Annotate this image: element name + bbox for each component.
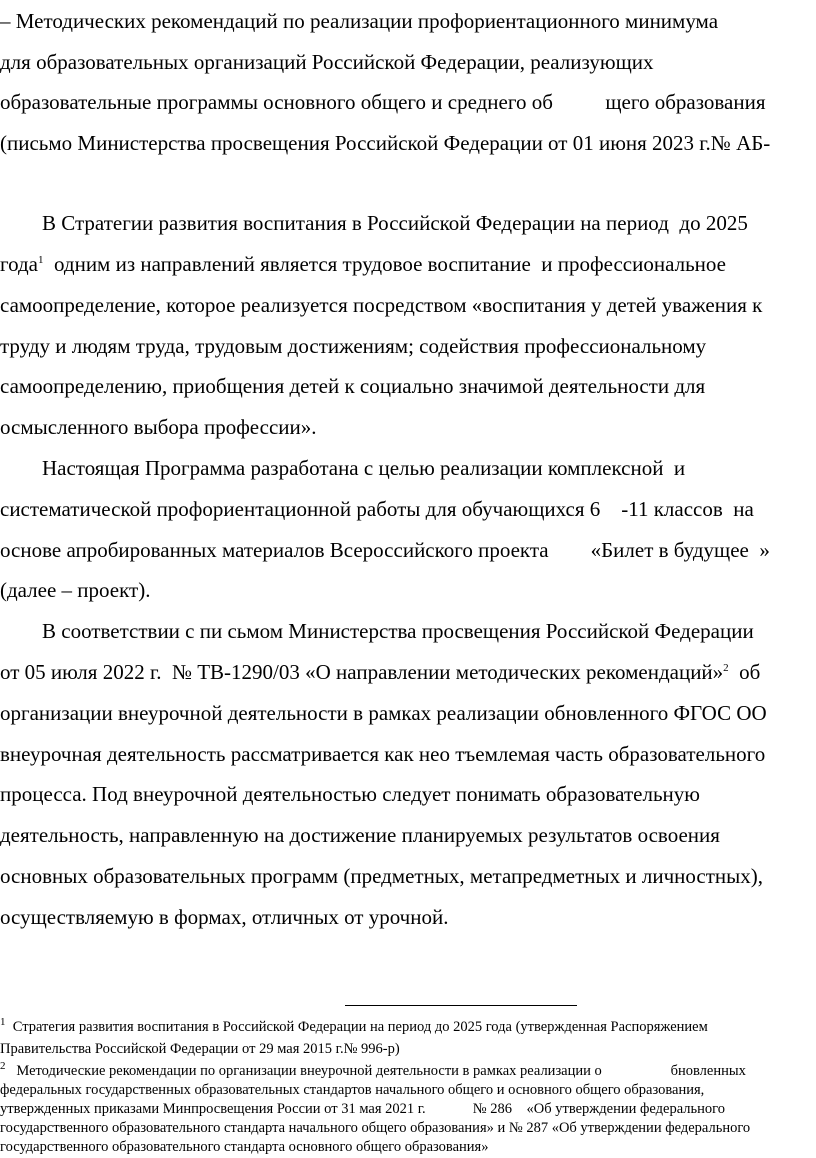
p3-line-2-text-b: об [728, 660, 761, 684]
p3-line-2 [0, 659, 760, 685]
footnote-2-number: 2 [0, 1060, 6, 1073]
footnote-2-line-5: государственного образовательного стандарта основного общего образования» [0, 1139, 489, 1155]
p3-line-2-text-a: от 05 июля 2022 г. № ТВ-1290/03 «О направлении методических рекомендаций» [0, 660, 724, 684]
p1-line-3: самоопределение, которое реализуется посредством «воспитания у детей уважения к [0, 293, 763, 317]
footnote-2-text: Методические рекомендации по организации внеурочной деятельности в рамках реализации о бновленных [5, 1063, 746, 1079]
intro-line-2: для образовательных организаций Российской Федерации, реализующих [0, 50, 654, 74]
p3-line-5: процесса. Под внеурочной деятельностью следует понимать образовательную [0, 782, 700, 806]
p1-line-2-text-b: одним из направлений является трудовое воспитание и профессиональное [43, 252, 726, 276]
footnote-ref-2: 2 [723, 662, 729, 674]
p3-line-3: организации внеурочной деятельности в рамках реализации обновленного ФГОС ОО [0, 701, 767, 725]
footnote-2-line-2: федеральных государственных образовательных стандартов начального общего и основного общего образования, [0, 1082, 705, 1098]
footnote-1-line-1 [0, 1018, 708, 1036]
footnote-2-line-1 [0, 1062, 746, 1080]
p2-line-1: Настоящая Программа разработана с целью реализации комплексной и [0, 456, 686, 480]
p3-line-7: основных образовательных программ (предметных, метапредметных и личностных), [0, 864, 763, 888]
intro-line-3: образовательные программы основного общего и среднего об щего образования [0, 90, 766, 114]
p1-line-6: осмысленного выбора профессии». [0, 415, 317, 439]
intro-line-4: (письмо Министерства просвещения Российской Федерации от 01 июня 2023 г.№ АБ- [0, 131, 771, 155]
footnote-separator [345, 1005, 577, 1006]
footnote-2-line-4: государственного образовательного стандарта начального общего образования» и № 287 «Об утверждении федерального [0, 1120, 751, 1136]
footnote-1-text: Стратегия развития воспитания в Российской Федерации на период до 2025 года (утвержденная Распоряжением [5, 1019, 708, 1035]
footnote-ref-1: 1 [38, 254, 44, 266]
p1-line-2-text-a: года [0, 252, 38, 276]
footnote-1-number: 1 [0, 1016, 6, 1029]
p2-line-2: систематической профориентационной работы для обучающихся 6 -11 классов на [0, 497, 754, 521]
p3-line-4: внеурочная деятельность рассматривается как нео тъемлемая часть образовательного [0, 742, 766, 766]
p1-line-2 [0, 251, 726, 277]
p3-line-8: осуществляемую в формах, отличных от урочной. [0, 905, 449, 929]
footnote-2-line-3: утвержденных приказами Минпросвещения России от 31 мая 2021 г. № 286 «Об утверждении федерального [0, 1101, 725, 1117]
p2-line-4: (далее – проект). [0, 578, 151, 602]
p3-line-6: деятельность, направленную на достижение планируемых результатов освоения [0, 823, 720, 847]
p1-line-4: труду и людям труда, трудовым достижениям; содействия профессиональному [0, 334, 707, 358]
p3-line-1: В соответствии с пи сьмом Министерства просвещения Российской Федерации [0, 619, 754, 643]
p1-line-5: самоопределению, приобщения детей к социально значимой деятельности для [0, 374, 706, 398]
footnote-1-line-2: Правительства Российской Федерации от 29 мая 2015 г.№ 996-р) [0, 1041, 400, 1057]
p2-line-3: основе апробированных материалов Всероссийского проекта «Билет в будущее » [0, 538, 770, 562]
p1-line-1: В Стратегии развития воспитания в Российской Федерации на период до 2025 [0, 211, 748, 235]
intro-line-1: – Методических рекомендаций по реализации профориентационного минимума [0, 9, 719, 33]
